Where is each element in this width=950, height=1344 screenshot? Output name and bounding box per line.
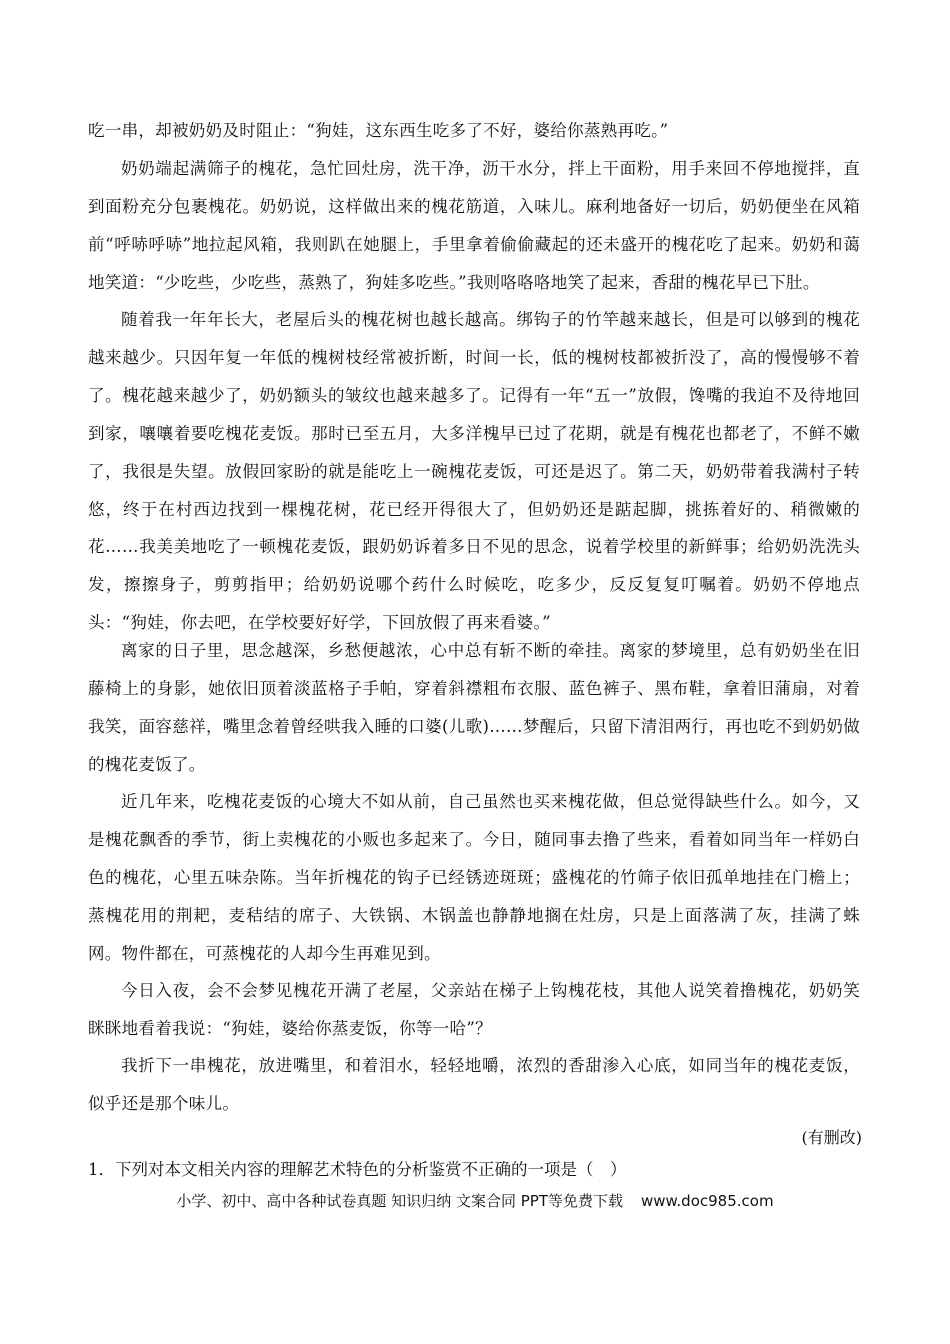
- source-note: (有删改): [801, 1128, 862, 1147]
- footer-text: 小学、初中、高中各种试卷真题 知识归纳 文案合同 PPT等免费下载: [176, 1192, 623, 1210]
- paragraph-1: 吃一串，却被奶奶及时阻止：“狗娃，这东西生吃多了不好，婆给你蒸熟再吃。”: [88, 121, 669, 140]
- paragraph-5: 近几年来，吃槐花麦饭的心境大不如从前，自己虽然也买来槐花做，但总觉得缺些什么。如今，又是槐花飘香的季节，街上卖槐花的小贩也多起来了。今日，随同事去撸了些来，看着如同当年一样奶白色的槐花，心里五味杂陈。当年折槐花的钩子已经锈迹斑斑；盛槐花的竹筛子依旧孤单地挂在门檐上；蒸槐花用的荆耙，麦秸结的席子、大铁锅、木锅盖也静静地搁在灶房，只是上面落满了灰，挂满了蛛网。物件都在，可蒸槐花的人却今生再难见到。: [88, 792, 860, 963]
- paragraph-7: 我折下一串槐花，放进嘴里，和着泪水，轻轻地嚼，浓烈的香甜渗入心底，如同当年的槐花麦饭，似乎还是那个味儿。: [88, 1056, 860, 1113]
- paragraph-2: 奶奶端起满筛子的槐花，急忙回灶房，洗干净，沥干水分，拌上干面粉，用手来回不停地搅拌，直到面粉充分包裹槐花。奶奶说，这样做出来的槐花筋道，入味儿。麻利地备好一切后，奶奶便坐在风箱前“呼哧呼哧”地拉起风箱，我则趴在她腿上，手里拿着偷偷藏起的还未盛开的槐花吃了起来。奶奶和蔼地笑道：“少吃些，少吃些，蒸熟了，狗娃多吃些。”我则咯咯咯地笑了起来，香甜的槐花早已下肚。: [88, 159, 860, 292]
- paragraph-6: 今日入夜，会不会梦见槐花开满了老屋，父亲站在梯子上钩槐花枝，其他人说笑着撸槐花，奶奶笑眯眯地看着我说：“狗娃，婆给你蒸麦饭，你等一哈”？: [88, 981, 860, 1038]
- footer-url[interactable]: www.doc985.com: [640, 1192, 774, 1210]
- paragraph-4: 离家的日子里，思念越深，乡愁便越浓，心中总有斩不断的牵挂。离家的梦境里，总有奶奶坐在旧藤椅上的身影，她依旧顶着淡蓝格子手帕，穿着斜襟粗布衣服、蓝色裤子、黑布鞋，拿着旧蒲扇，对着我笑，面容慈祥，嘴里念着曾经哄我入睡的口婆(儿歌)……梦醒后，只留下清泪两行，再也吃不到奶奶做的槐花麦饭了。: [88, 641, 860, 774]
- question-1: 1．下列对本文相关内容的理解艺术特色的分析鉴赏不正确的一项是（ ）: [88, 1160, 627, 1179]
- paragraph-3: 随着我一年年长大，老屋后头的槐花树也越长越高。绑钩子的竹竿越来越长，但是可以够到的槐花越来越少。只因年复一年低的槐树枝经常被折断，时间一长，低的槐树枝都被折没了，高的慢慢够不着了。槐花越来越少了，奶奶额头的皱纹也越来越多了。记得有一年“五一”放假，馋嘴的我迫不及待地回到家，嚷嚷着要吃槐花麦饭。那时已至五月，大多洋槐早已过了花期，就是有槐花也都老了，不鲜不嫩了，我很是失望。放假回家盼的就是能吃上一碗槐花麦饭，可还是迟了。第二天，奶奶带着我满村子转悠，终于在村西边找到一棵槐花树，花已经开得很大了，但奶奶还是踮起脚，挑拣着好的、稍微嫩的花……我美美地吃了一顿槐花麦饭，跟奶奶诉着多日不见的思念，说着学校里的新鲜事；给奶奶洗洗头发，擦擦身子，剪剪指甲；给奶奶说哪个药什么时候吃，吃多少，反反复复叮嘱着。奶奶不停地点头：“狗娃，你去吧，在学校要好好学，下回放假了再来看婆。”: [88, 310, 860, 633]
- page-footer: [0, 1190, 950, 1211]
